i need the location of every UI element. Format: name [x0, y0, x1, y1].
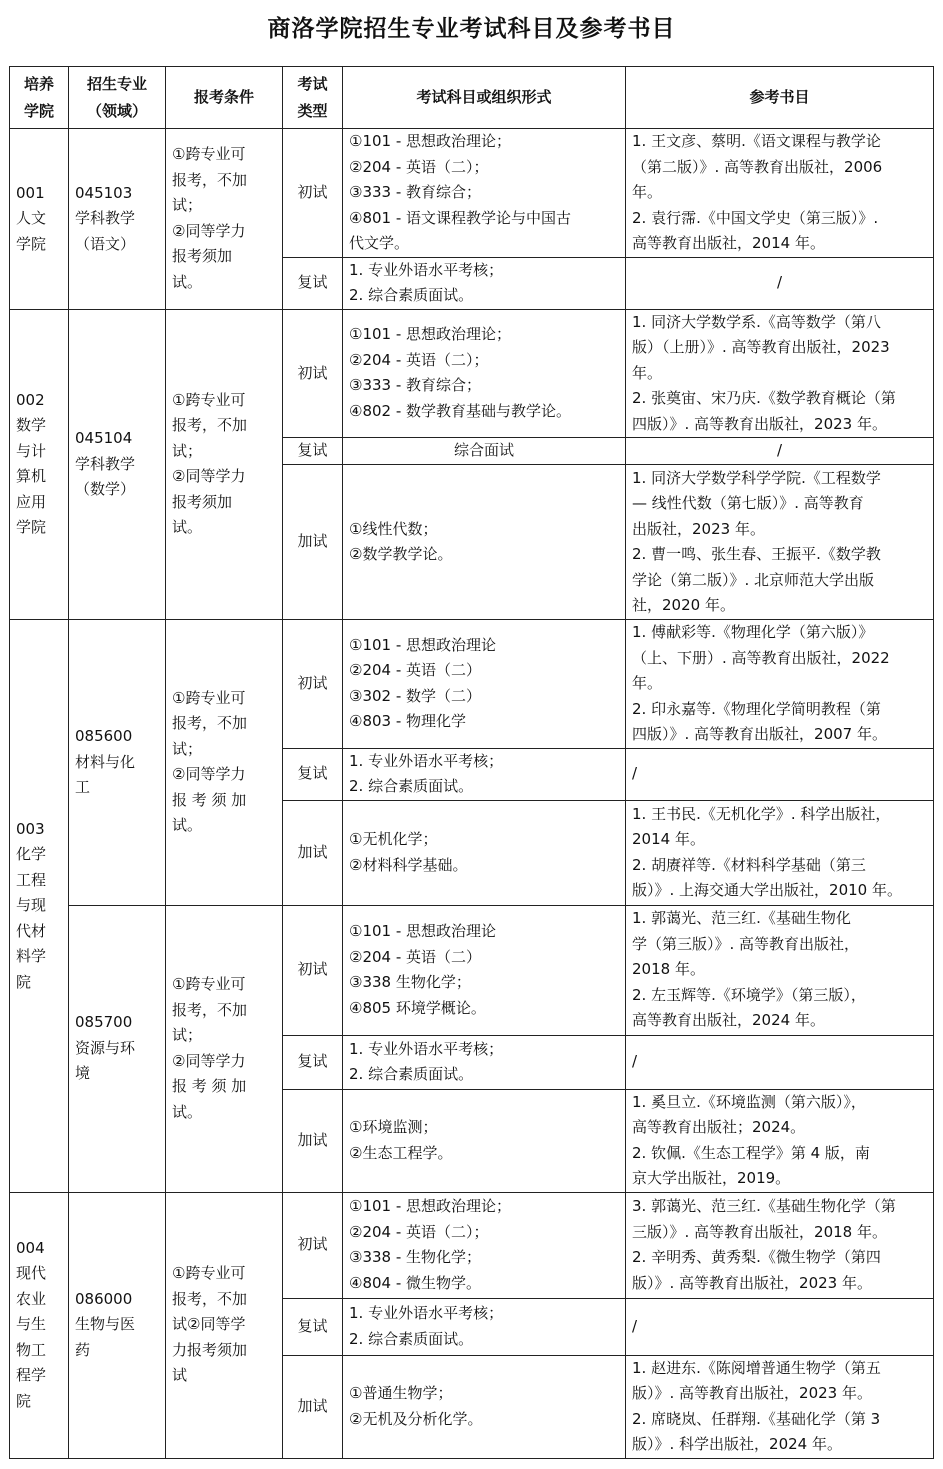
text-line: ②同等学力 [172, 467, 246, 486]
subjects-cell [343, 905, 626, 1035]
text-line: / [776, 273, 783, 292]
text-line: （数学） [75, 480, 136, 498]
major-code: 045104 [75, 429, 133, 447]
major-cell [69, 1192, 166, 1458]
text-line: 试②同等学 [172, 1315, 246, 1334]
text-line: 社，2020 年。 [632, 596, 735, 614]
text-line: ①跨专业可 [172, 145, 246, 164]
text-line: 报考，不加 [172, 416, 248, 435]
text-line: ①101 - 思想政治理论 [349, 635, 497, 654]
text-line: 2. 综合素质面试。 [349, 286, 474, 304]
text-line: 1. 王文彦、蔡明.《语文课程与教学论 [632, 132, 881, 150]
text-line: ①普通生物学； [349, 1384, 453, 1402]
text-line: ④801 - 语文课程教学论与中国古 [349, 208, 572, 227]
text-line: 京大学出版社，2019。 [632, 1169, 791, 1187]
condition-cell [166, 1192, 283, 1458]
subjects-cell [343, 438, 626, 465]
text-line: 料学 [16, 947, 47, 965]
exam-type-cell: 加试 [283, 465, 343, 620]
text-line: 物工 [16, 1340, 47, 1359]
text-line: 算机 [16, 467, 47, 486]
text-line: 1. 赵进东.《陈阅增普通生物学（第五 [632, 1358, 881, 1377]
text-line: 报 考 须 加 [172, 790, 247, 809]
text-line: 2. 左玉辉等.《环境学》（第三版）， [632, 985, 866, 1004]
text-line: ①跨专业可 [172, 688, 246, 707]
text-line: 1. 同济大学数学科学学院.《工程数学 [632, 468, 881, 487]
subjects-cell [343, 309, 626, 438]
text-line: ①101 - 思想政治理论； [349, 325, 512, 344]
text-line: 学科教学 [75, 454, 136, 473]
header-college: 培养 学院 [10, 67, 69, 129]
text-line: — 线性代数（第七版）》. 高等教育 [632, 494, 864, 512]
text-line: 试。 [172, 272, 203, 291]
text-line: 报 考 须 加 [172, 1077, 247, 1095]
text-line: ②同等学力 [172, 1051, 246, 1070]
text-line: ②204 - 英语（二）； [349, 157, 489, 176]
text-line: 2. 席晓岚、任群翔.《基础化学（第 3 [632, 1409, 881, 1428]
table-body [10, 129, 934, 1459]
major-code: 085600 [75, 727, 133, 745]
table-row [10, 620, 934, 749]
text-line: ③338 生物化学； [349, 973, 471, 991]
text-line: 年。 [632, 363, 663, 382]
subjects-cell [343, 1298, 626, 1355]
condition-cell [166, 620, 283, 906]
text-line: 1. 专业外语水平考核； [349, 751, 504, 770]
text-line: 1. 王书民.《无机化学》. 科学出版社， [632, 804, 891, 823]
text-line: 现代 [16, 1264, 47, 1283]
text-line: 2. 综合素质面试。 [349, 777, 474, 795]
text-line: 版）》. 科学出版社，2024 年。 [632, 1435, 842, 1453]
text-line: ④805 环境学概论。 [349, 998, 486, 1017]
text-line: 2. 钦佩.《生态工程学》第 4 版，南 [632, 1143, 870, 1162]
text-line: 2. 辛明秀、黄秀梨.《微生物学（第四 [632, 1248, 881, 1266]
books-cell [626, 257, 934, 309]
exam-type-cell: 初试 [283, 1192, 343, 1298]
header-books: 参考书目 [626, 67, 934, 129]
text-line: 版）》. 高等教育出版社，2023 年。 [632, 1273, 872, 1292]
text-line: ②同等学力 [172, 765, 246, 784]
text-line: 2. 张奠宙、宋乃庆.《数学教育概论（第 [632, 389, 896, 407]
text-line: ④804 - 微生物学。 [349, 1273, 482, 1292]
text-line: 四版）》. 高等教育出版社，2023 年。 [632, 414, 887, 433]
text-line: （第二版）》. 高等教育出版社，2006 [632, 157, 883, 176]
text-line: 学论（第二版）》. 北京师范大学出版 [632, 570, 875, 589]
exam-type-cell: 初试 [283, 620, 343, 749]
subjects-cell [343, 129, 626, 258]
text-line: 生物与医 [75, 1315, 136, 1334]
text-line: 1. 奚旦立.《环境监测（第六版）》， [632, 1092, 866, 1111]
text-line: 高等教育出版社，2024 年。 [632, 1011, 825, 1030]
subjects-cell [343, 1035, 626, 1089]
books-cell [626, 1035, 934, 1089]
text-line: 与生 [16, 1315, 47, 1334]
text-line: 3. 郭蔼光、范三红.《基础生物化学（第 [632, 1197, 896, 1215]
text-line: 资源与环 [75, 1038, 136, 1057]
text-line: ③302 - 数学（二） [349, 686, 482, 705]
text-line: ①101 - 思想政治理论； [349, 1197, 512, 1215]
major-cell [69, 905, 166, 1192]
text-line: 化学 [16, 845, 47, 863]
subjects-cell [343, 800, 626, 905]
text-line: ④802 - 数学教育基础与教学论。 [349, 401, 572, 420]
exam-type-cell: 初试 [283, 309, 343, 438]
exam-type-cell: 初试 [283, 129, 343, 258]
text-line: 报考，不加 [172, 1000, 248, 1019]
text-line: ③333 - 教育综合； [349, 183, 482, 201]
major-cell [69, 309, 166, 620]
major-cell [69, 620, 166, 906]
text-line: 报考须加 [172, 247, 233, 266]
books-cell [626, 905, 934, 1035]
text-line: ①无机化学； [349, 830, 438, 848]
text-line: 试。 [172, 1102, 203, 1121]
exam-type-cell: 复试 [283, 438, 343, 465]
condition-cell [166, 309, 283, 620]
subjects-cell [343, 257, 626, 309]
text-line: 应用 [16, 492, 47, 511]
text-line: 四版）》. 高等教育出版社，2007 年。 [632, 725, 887, 743]
subjects-cell [343, 748, 626, 800]
header-exam-type: 考试 类型 [283, 67, 343, 129]
text-line: 院 [16, 972, 32, 991]
text-line: / [632, 1316, 638, 1335]
text-line: ②同等学力 [172, 221, 246, 240]
text-line: 试； [172, 1026, 203, 1044]
table-row [10, 309, 934, 438]
books-cell [626, 1298, 934, 1355]
text-line: 与现 [16, 896, 47, 914]
text-line: ②材料科学基础。 [349, 855, 468, 874]
text-line: 力报考须加 [172, 1340, 248, 1359]
text-line: 试 [172, 1366, 188, 1385]
text-line: 试。 [172, 518, 203, 537]
college-cell [10, 1192, 69, 1458]
books-cell [626, 1089, 934, 1192]
header-row [10, 67, 934, 129]
college-cell [10, 129, 69, 310]
text-line: 年。 [632, 674, 663, 692]
college-code: 002 [16, 390, 45, 409]
text-line: 综合面试 [453, 441, 514, 460]
text-line: 数学 [16, 416, 47, 435]
text-line: ①101 - 思想政治理论； [349, 132, 512, 150]
exam-subjects-table [9, 66, 934, 1459]
major-code: 086000 [75, 1289, 133, 1308]
text-line: ②204 - 英语（二）； [349, 350, 489, 369]
text-line: ③333 - 教育综合； [349, 376, 482, 395]
text-line: 1. 专业外语水平考核； [349, 1304, 504, 1322]
text-line: 境 [75, 1064, 91, 1083]
table-row [10, 129, 934, 258]
text-line: ②204 - 英语（二）； [349, 1222, 489, 1241]
text-line: 院 [16, 1391, 32, 1410]
text-line: 材料与化 [75, 752, 136, 771]
exam-type-cell: 复试 [283, 1298, 343, 1355]
text-line: 报考，不加 [172, 1289, 248, 1308]
books-cell [626, 129, 934, 258]
table-row [10, 905, 934, 1035]
text-line: / [632, 764, 638, 783]
text-line: 三版）》. 高等教育出版社，2018 年。 [632, 1222, 887, 1241]
text-line: 版）》. 高等教育出版社，2023 年。 [632, 1384, 872, 1402]
exam-type-cell: 加试 [283, 800, 343, 905]
text-line: 1. 专业外语水平考核； [349, 260, 504, 279]
text-line: 1. 傅献彩等.《物理化学（第六版）》 [632, 623, 874, 641]
text-line: 药 [75, 1340, 91, 1359]
exam-type-cell: 复试 [283, 748, 343, 800]
header-major: 招生专业 （领域） [69, 67, 166, 129]
books-cell [626, 309, 934, 438]
text-line: 2. 胡赓祥等.《材料科学基础（第三 [632, 855, 866, 874]
text-line: / [776, 441, 783, 460]
text-line: 人文 [16, 209, 47, 227]
text-line: ②数学教学论。 [349, 545, 453, 563]
text-line: ③338 - 生物化学； [349, 1248, 482, 1266]
text-line: 报考，不加 [172, 170, 248, 189]
text-line: 版）》. 上海交通大学出版社，2010 年。 [632, 881, 902, 899]
exam-type-cell: 加试 [283, 1089, 343, 1192]
condition-cell [166, 129, 283, 310]
text-line: ④803 - 物理化学 [349, 712, 467, 731]
text-line: （上、下册）. 高等教育出版社，2022 [632, 648, 890, 667]
table-row [10, 1192, 934, 1298]
subjects-cell [343, 465, 626, 620]
college-code: 004 [16, 1238, 45, 1257]
subjects-cell [343, 1192, 626, 1298]
text-line: 2. 袁行霈.《中国文学史（第三版）》. [632, 208, 879, 227]
exam-type-cell: 初试 [283, 905, 343, 1035]
major-cell [69, 129, 166, 310]
subjects-cell [343, 1089, 626, 1192]
text-line: 工程 [16, 870, 47, 889]
text-line: 高等教育出版社，2014 年。 [632, 234, 825, 252]
header-condition: 报考条件 [166, 67, 283, 129]
text-line: 2. 曹一鸣、张生春、王振平.《数学教 [632, 545, 881, 563]
text-line: 试； [172, 196, 203, 215]
text-line: 2. 综合素质面试。 [349, 1329, 474, 1348]
text-line: / [632, 1052, 638, 1071]
text-line: 高等教育出版社；2024。 [632, 1118, 806, 1136]
text-line: ①线性代数； [349, 519, 438, 538]
books-cell [626, 1355, 934, 1458]
exam-type-cell: 复试 [283, 257, 343, 309]
books-cell [626, 800, 934, 905]
text-line: ①101 - 思想政治理论 [349, 922, 497, 940]
books-cell [626, 438, 934, 465]
text-line: 报考，不加 [172, 714, 248, 733]
text-line: 程学 [16, 1366, 47, 1385]
text-line: （语文） [75, 234, 136, 253]
text-line: 2. 综合素质面试。 [349, 1065, 474, 1083]
text-line: 试； [172, 739, 203, 758]
text-line: ①跨专业可 [172, 975, 246, 993]
text-line: 工 [75, 778, 91, 796]
college-cell [10, 620, 69, 1193]
college-code: 003 [16, 819, 45, 838]
text-line: 2. 印永嘉等.《物理化学简明教程（第 [632, 699, 881, 718]
text-line: 年。 [632, 183, 663, 201]
text-line: 报考须加 [172, 492, 233, 511]
text-line: 代文学。 [349, 234, 410, 252]
text-line: ①跨专业可 [172, 1264, 246, 1283]
text-line: ②204 - 英语（二） [349, 661, 482, 680]
books-cell [626, 1192, 934, 1298]
text-line: 试。 [172, 816, 203, 835]
subjects-cell [343, 1355, 626, 1458]
text-line: 学科教学 [75, 209, 136, 227]
text-line: 1. 同济大学数学系.《高等数学（第八 [632, 312, 881, 331]
text-line: ①环境监测； [349, 1118, 438, 1136]
books-cell [626, 748, 934, 800]
exam-type-cell: 加试 [283, 1355, 343, 1458]
text-line: ①跨专业可 [172, 390, 246, 409]
text-line: 农业 [16, 1289, 47, 1308]
text-line: 学（第三版）》. 高等教育出版社， [632, 934, 860, 953]
text-line: 版）（上册）》. 高等教育出版社，2023 [632, 338, 890, 356]
text-line: ②204 - 英语（二） [349, 947, 482, 966]
text-line: 学院 [16, 518, 47, 537]
text-line: 代材 [16, 921, 47, 940]
text-line: 1. 专业外语水平考核； [349, 1039, 504, 1058]
subjects-cell [343, 620, 626, 749]
college-cell [10, 309, 69, 620]
text-line: 出版社，2023 年。 [632, 519, 765, 538]
college-code: 001 [16, 183, 45, 202]
condition-cell [166, 905, 283, 1192]
exam-type-cell: 复试 [283, 1035, 343, 1089]
text-line: ②无机及分析化学。 [349, 1409, 483, 1428]
major-code: 045103 [75, 183, 133, 202]
text-line: 试； [172, 441, 203, 460]
text-line: ②生态工程学。 [349, 1143, 453, 1162]
text-line: 与计 [16, 441, 47, 460]
text-line: 学院 [16, 234, 47, 253]
books-cell [626, 620, 934, 749]
text-line: 2014 年。 [632, 830, 705, 848]
header-subjects: 考试科目或组织形式 [343, 67, 626, 129]
text-line: 2018 年。 [632, 960, 705, 979]
page-title: 商洛学院招生专业考试科目及参考书目 [267, 15, 676, 42]
books-cell [626, 465, 934, 620]
text-line: 1. 郭蔼光、范三红.《基础生物化 [632, 909, 851, 928]
major-code: 085700 [75, 1013, 133, 1032]
